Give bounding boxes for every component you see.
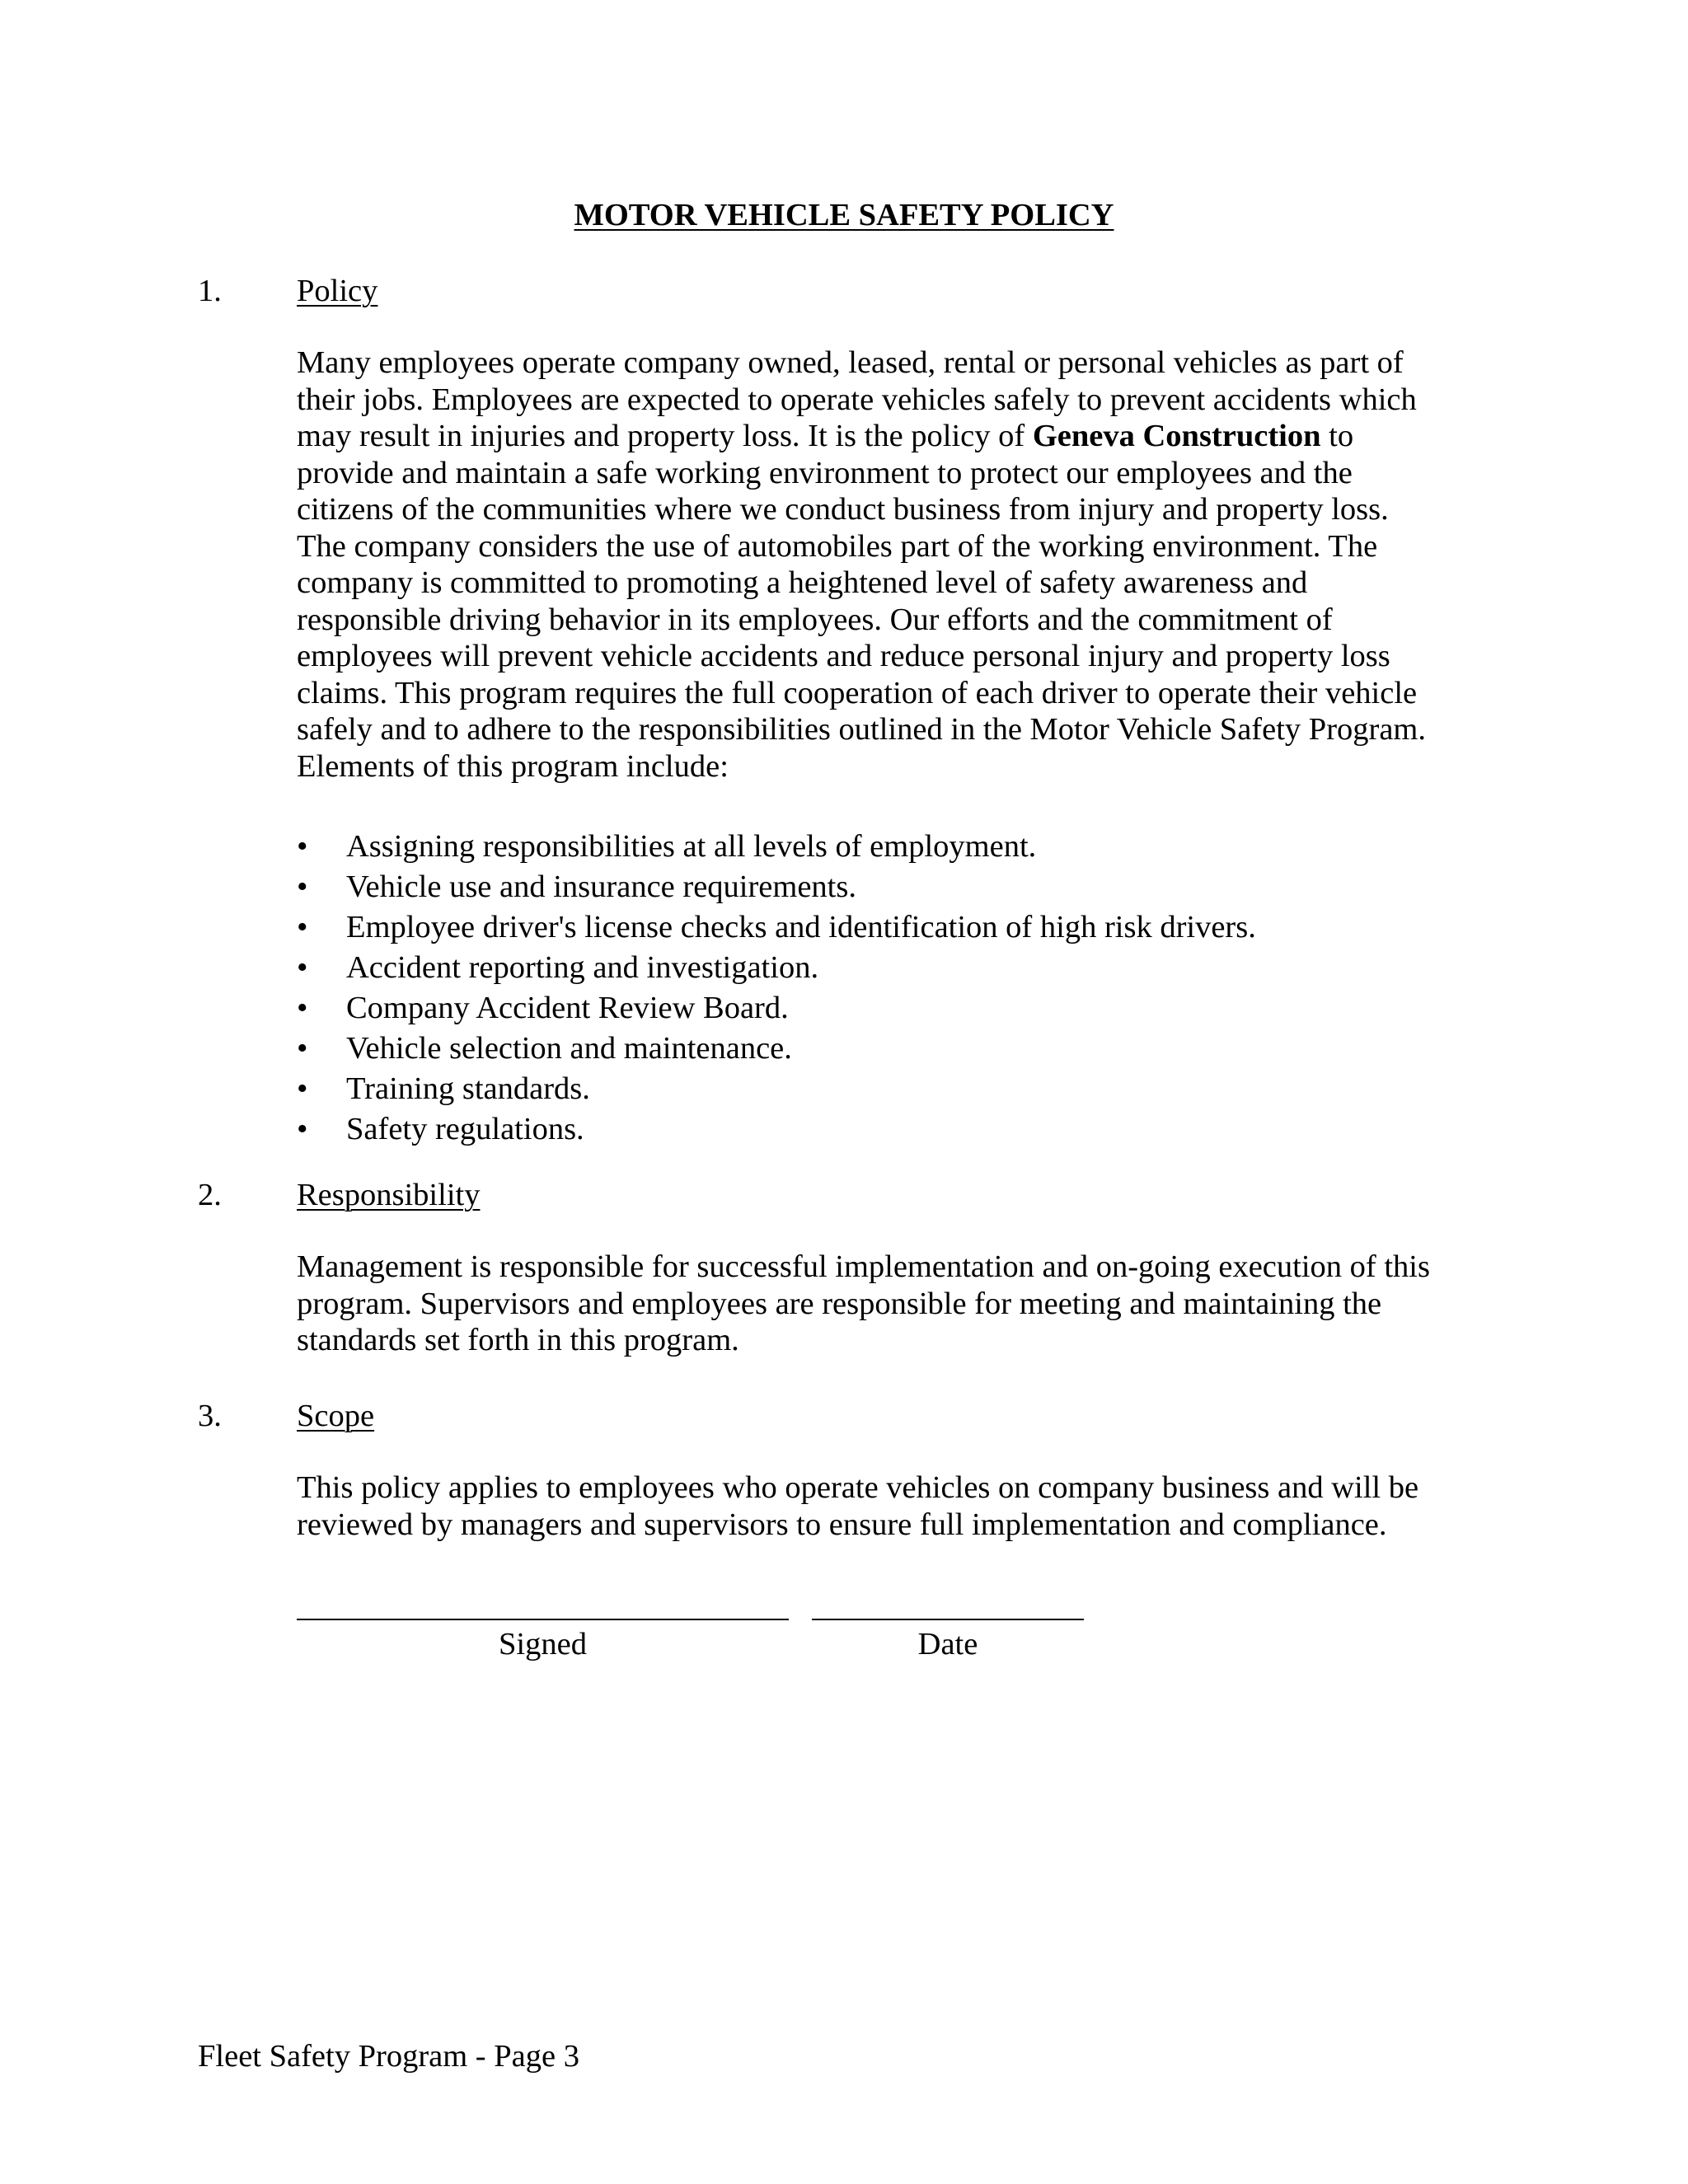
list-item (297, 907, 1256, 948)
list-item-text: Assigning responsibilities at all levels of employment. (346, 829, 1037, 864)
section-3-heading: Scope (297, 1399, 375, 1433)
bullet-icon: • (297, 1031, 308, 1066)
paragraph-line: program. Supervisors and employees are responsible for meeting and maintaining the (297, 1286, 1382, 1321)
paragraph-line-text: may result in injuries and property loss. It is the policy of (297, 419, 1033, 453)
signature-line (297, 1619, 789, 1620)
list-item-text: Vehicle use and insurance requirements. (346, 869, 856, 904)
list-item (297, 827, 1256, 867)
section-2-heading: Responsibility (297, 1178, 481, 1212)
bullet-icon: • (297, 829, 308, 864)
document-title: MOTOR VEHICLE SAFETY POLICY (574, 198, 1114, 232)
bullet-icon: • (297, 1112, 308, 1146)
signed-label: Signed (499, 1627, 587, 1661)
section-2-number: 2. (198, 1178, 222, 1212)
list-item-text: Accident reporting and investigation. (346, 950, 819, 985)
section-1-number: 1. (198, 274, 222, 308)
paragraph-line: citizens of the communities where we conduct business from injury and property loss. (297, 492, 1389, 527)
list-item (297, 1109, 1256, 1150)
paragraph-line (297, 418, 1484, 455)
paragraph-line: Elements of this program include: (297, 748, 729, 784)
paragraph-line: The company considers the use of automobiles part of the working environment. The (297, 528, 1378, 564)
paragraph-line: This policy applies to employees who operate vehicles on company business and will be (297, 1470, 1419, 1505)
paragraph-line: employees will prevent vehicle accidents and reduce personal injury and property loss (297, 639, 1390, 673)
paragraph-line: safely and to adhere to the responsibilities outlined in the Motor Vehicle Safety Program. (297, 712, 1427, 747)
section-1-heading: Policy (297, 274, 378, 308)
date-line (812, 1619, 1084, 1620)
list-item-text: Employee driver's license checks and identification of high risk drivers. (346, 910, 1256, 944)
section-3-paragraph (297, 1469, 1484, 1543)
paragraph-line: Many employees operate company owned, leased, rental or personal vehicles as part of (297, 345, 1404, 380)
list-item-text: Vehicle selection and maintenance. (346, 1031, 792, 1066)
section-1-paragraph (297, 344, 1484, 785)
list-item-text: Company Accident Review Board. (346, 991, 789, 1025)
paragraph-line: provide and maintain a safe working environment to protect our employees and the (297, 455, 1353, 490)
bullet-icon: • (297, 910, 308, 944)
page-footer: Fleet Safety Program - Page 3 (198, 2039, 579, 2074)
list-item (297, 1029, 1256, 1069)
bullet-icon: • (297, 1071, 308, 1106)
paragraph-line-text: to (1320, 419, 1354, 453)
list-item (297, 1069, 1256, 1109)
paragraph-line: responsible driving behavior in its employees. Our efforts and the commitment of (297, 602, 1333, 637)
paragraph-line: company is committed to promoting a heightened level of safety awareness and (297, 565, 1308, 600)
paragraph-line: reviewed by managers and supervisors to ensure full implementation and compliance. (297, 1507, 1387, 1542)
list-item (297, 948, 1256, 988)
program-elements-list (297, 827, 1256, 1150)
bullet-icon: • (297, 991, 308, 1025)
paragraph-line: Management is responsible for successful implementation and on-going execution of this (297, 1249, 1430, 1284)
list-item (297, 988, 1256, 1029)
section-2-paragraph (297, 1249, 1484, 1359)
paragraph-line: their jobs. Employees are expected to operate vehicles safely to prevent accidents which (297, 382, 1417, 417)
section-3-number: 3. (198, 1399, 222, 1433)
company-name: Geneva Construction (1032, 419, 1321, 453)
list-item-text: Safety regulations. (346, 1112, 584, 1146)
paragraph-line: claims. This program requires the full cooperation of each driver to operate their vehicle (297, 675, 1418, 710)
list-item-text: Training standards. (346, 1071, 590, 1106)
bullet-icon: • (297, 950, 308, 985)
date-label: Date (917, 1627, 978, 1661)
paragraph-line: standards set forth in this program. (297, 1323, 739, 1357)
bullet-icon: • (297, 869, 308, 904)
list-item (297, 867, 1256, 907)
